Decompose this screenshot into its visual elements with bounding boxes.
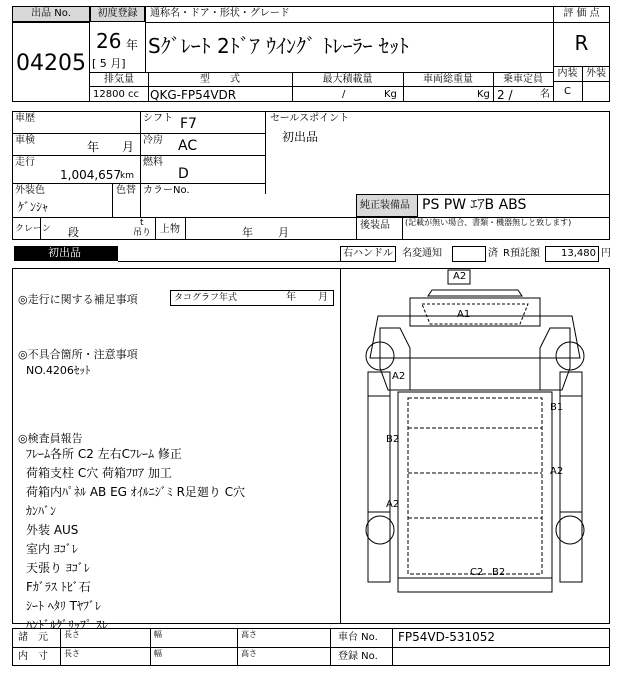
mount-label: 上物	[160, 224, 180, 235]
equipment-label: 純正装備品	[360, 200, 410, 211]
interior-label: 内装	[557, 68, 578, 79]
left-rail-shape	[368, 372, 390, 582]
max-load-value: /	[342, 89, 346, 100]
inspection-month: 月	[122, 140, 135, 154]
cargo-dimensions-label: 内 寸	[18, 651, 48, 662]
max-load-unit: Kg	[384, 89, 397, 100]
displacement-value: 12800 cc	[93, 89, 139, 100]
first-reg-year-unit: 年	[126, 38, 139, 52]
fuel-value: D	[178, 166, 189, 182]
windshield-inner-shape	[422, 304, 528, 324]
inspector-line: ｼｰﾄ ﾍﾀﾘ Tﾔﾌﾞﾚ	[26, 599, 101, 613]
inspector-line: Fｶﾞﾗｽ ﾄﾋﾞ石	[26, 580, 91, 594]
tacho-label: タコグラフ年式	[174, 293, 238, 303]
history-label: 車歴	[15, 113, 35, 124]
deposit-unit: 円	[601, 248, 611, 259]
lot-label: 出品 No.	[31, 8, 71, 19]
tacho-year: 年	[286, 292, 296, 303]
inspection-year: 年	[87, 140, 100, 154]
inspector-line: ﾌﾚｰﾑ各所 C2 左右Cﾌﾚｰﾑ 修正	[26, 447, 182, 461]
cargo-inner-shape	[408, 398, 542, 574]
grade-value: R	[574, 31, 589, 55]
first-reg-year: 26	[96, 29, 122, 53]
first-reg-month: [ 5 月]	[92, 57, 126, 70]
cargo-body-shape	[398, 392, 552, 578]
inspector-title: ◎検査員報告	[18, 432, 83, 445]
mark-a2-left-upper: A2	[392, 371, 406, 382]
cargo-height-label: 高さ	[241, 649, 257, 658]
inspection-label: 車検	[15, 135, 35, 146]
crane-stage: 段	[68, 226, 79, 239]
model-name: Sｸﾞﾚｰﾄ 2ﾄﾞｱ ｳｲﾝｸﾞ ﾄﾚｰﾗｰ ｾｯﾄ	[148, 34, 409, 58]
exterior-label: 外装	[586, 68, 606, 79]
defect-line: NO.4206ｾｯﾄ	[26, 364, 91, 377]
displacement-label: 排気量	[104, 74, 134, 85]
cab-top-shape	[370, 316, 580, 358]
mileage-value: 1,004,657	[60, 168, 122, 182]
crane-hanging: 吊り	[133, 228, 152, 238]
inspector-line: ｶﾝﾊﾞﾝ	[26, 504, 57, 518]
first-reg-label: 初度登録	[97, 8, 138, 19]
mount-year: 年	[242, 226, 253, 239]
inspector-line: 室内 ﾖｺﾞﾚ	[26, 542, 78, 556]
dim-width-label: 幅	[154, 630, 162, 639]
dim-height-label: 高さ	[241, 630, 257, 639]
gross-weight-unit: Kg	[477, 89, 490, 100]
grade-label: 評 価 点	[563, 8, 600, 19]
right-handle-label: 右ハンドル	[343, 248, 393, 259]
right-rail-shape	[560, 372, 582, 582]
registration-label: 登録 No.	[338, 651, 378, 662]
equipment-value: PS PW ｴｱB ABS	[422, 197, 527, 213]
mileage-unit: km	[120, 171, 134, 181]
rear-bumper-shape	[398, 578, 552, 592]
model-label: 通称名・ドア・形状・グレード	[150, 8, 290, 19]
deposit-value: 13,480	[561, 248, 596, 259]
fuel-label: 燃料	[143, 157, 163, 168]
mark-b2-left: B2	[386, 434, 400, 445]
ac-label: 冷房	[143, 135, 163, 146]
dimensions-label: 諸 元	[18, 632, 48, 643]
inspector-line: 荷箱内ﾊﾟﾈﾙ AB EG ｵｲﾙﾆｼﾞﾐ R足廻り C穴	[26, 485, 246, 499]
mark-a2-left-lower: A2	[386, 499, 400, 510]
driving-title: ◎走行に関する補足事項	[18, 293, 138, 306]
capacity-unit: 名	[540, 89, 550, 100]
cargo-length-label: 長さ	[64, 649, 80, 658]
aftermarket-label: 後装品	[360, 220, 390, 231]
color-code-label: カラーNo.	[143, 185, 190, 196]
gross-weight-label: 車両総重量	[423, 74, 473, 85]
mark-b2-bottom: B2	[492, 567, 506, 578]
cab-roof-shape	[428, 290, 522, 296]
crane-label: クレーン	[15, 224, 51, 234]
ac-value: AC	[178, 138, 198, 154]
sales-point-label: セールスポイント	[270, 113, 350, 124]
name-change-box	[452, 246, 486, 262]
crane-ton: t	[140, 218, 144, 228]
inspector-line: ﾊﾝﾄﾞﾙｸﾞﾘｯﾌﾟ ｽﾚ	[26, 618, 108, 632]
chassis-value: FP54VD-531052	[398, 630, 495, 644]
name-change-done: 済	[488, 248, 498, 259]
color-label: 外装色	[15, 185, 45, 196]
tacho-month: 月	[318, 292, 328, 303]
aftermarket-note: (記載が無い場合、書類・機器無しと致します)	[405, 218, 572, 227]
defect-title: ◎不具合箇所・注意事項	[18, 348, 138, 361]
chassis-label: 車台 No.	[338, 632, 378, 643]
capacity-value: 2 /	[497, 88, 513, 102]
inspector-line: 天張り ﾖｺﾞﾚ	[26, 561, 90, 575]
color-value: ｹﾞﾝｼｬ	[18, 200, 49, 214]
inspector-line: 荷箱支柱 C穴 荷箱ﾌﾛｱ 加工	[26, 466, 172, 480]
first-listing-badge: 初出品	[14, 246, 118, 261]
mileage-label: 走行	[15, 157, 35, 168]
mark-b1: B1	[550, 402, 564, 413]
dim-length-label: 長さ	[64, 630, 80, 639]
lot-number: 04205	[16, 51, 86, 76]
mark-a2-top: A2	[453, 271, 467, 282]
mount-month: 月	[278, 226, 289, 239]
capacity-label: 乗車定員	[503, 74, 543, 85]
right-door-shape	[540, 328, 570, 390]
mark-a2-right: A2	[550, 466, 564, 477]
inspector-lines	[26, 447, 245, 637]
cargo-width-label: 幅	[154, 649, 162, 658]
shift-value: F7	[180, 116, 197, 132]
color-change-label: 色替	[116, 185, 136, 196]
inspector-line: 外装 AUS	[26, 523, 79, 537]
model-code-label: 型 式	[200, 74, 240, 85]
sales-point-value: 初出品	[282, 130, 319, 144]
max-load-label: 最大積載量	[322, 74, 373, 85]
mark-a1: A1	[457, 309, 471, 320]
model-code-value: QKG-FP54VDR	[150, 88, 237, 102]
deposit-label: R預託額	[503, 248, 540, 259]
name-change-label: 名変通知	[402, 248, 442, 259]
mark-c2: C2	[470, 567, 484, 578]
shift-label: シフト	[143, 113, 173, 124]
exterior-value: C	[564, 86, 571, 97]
